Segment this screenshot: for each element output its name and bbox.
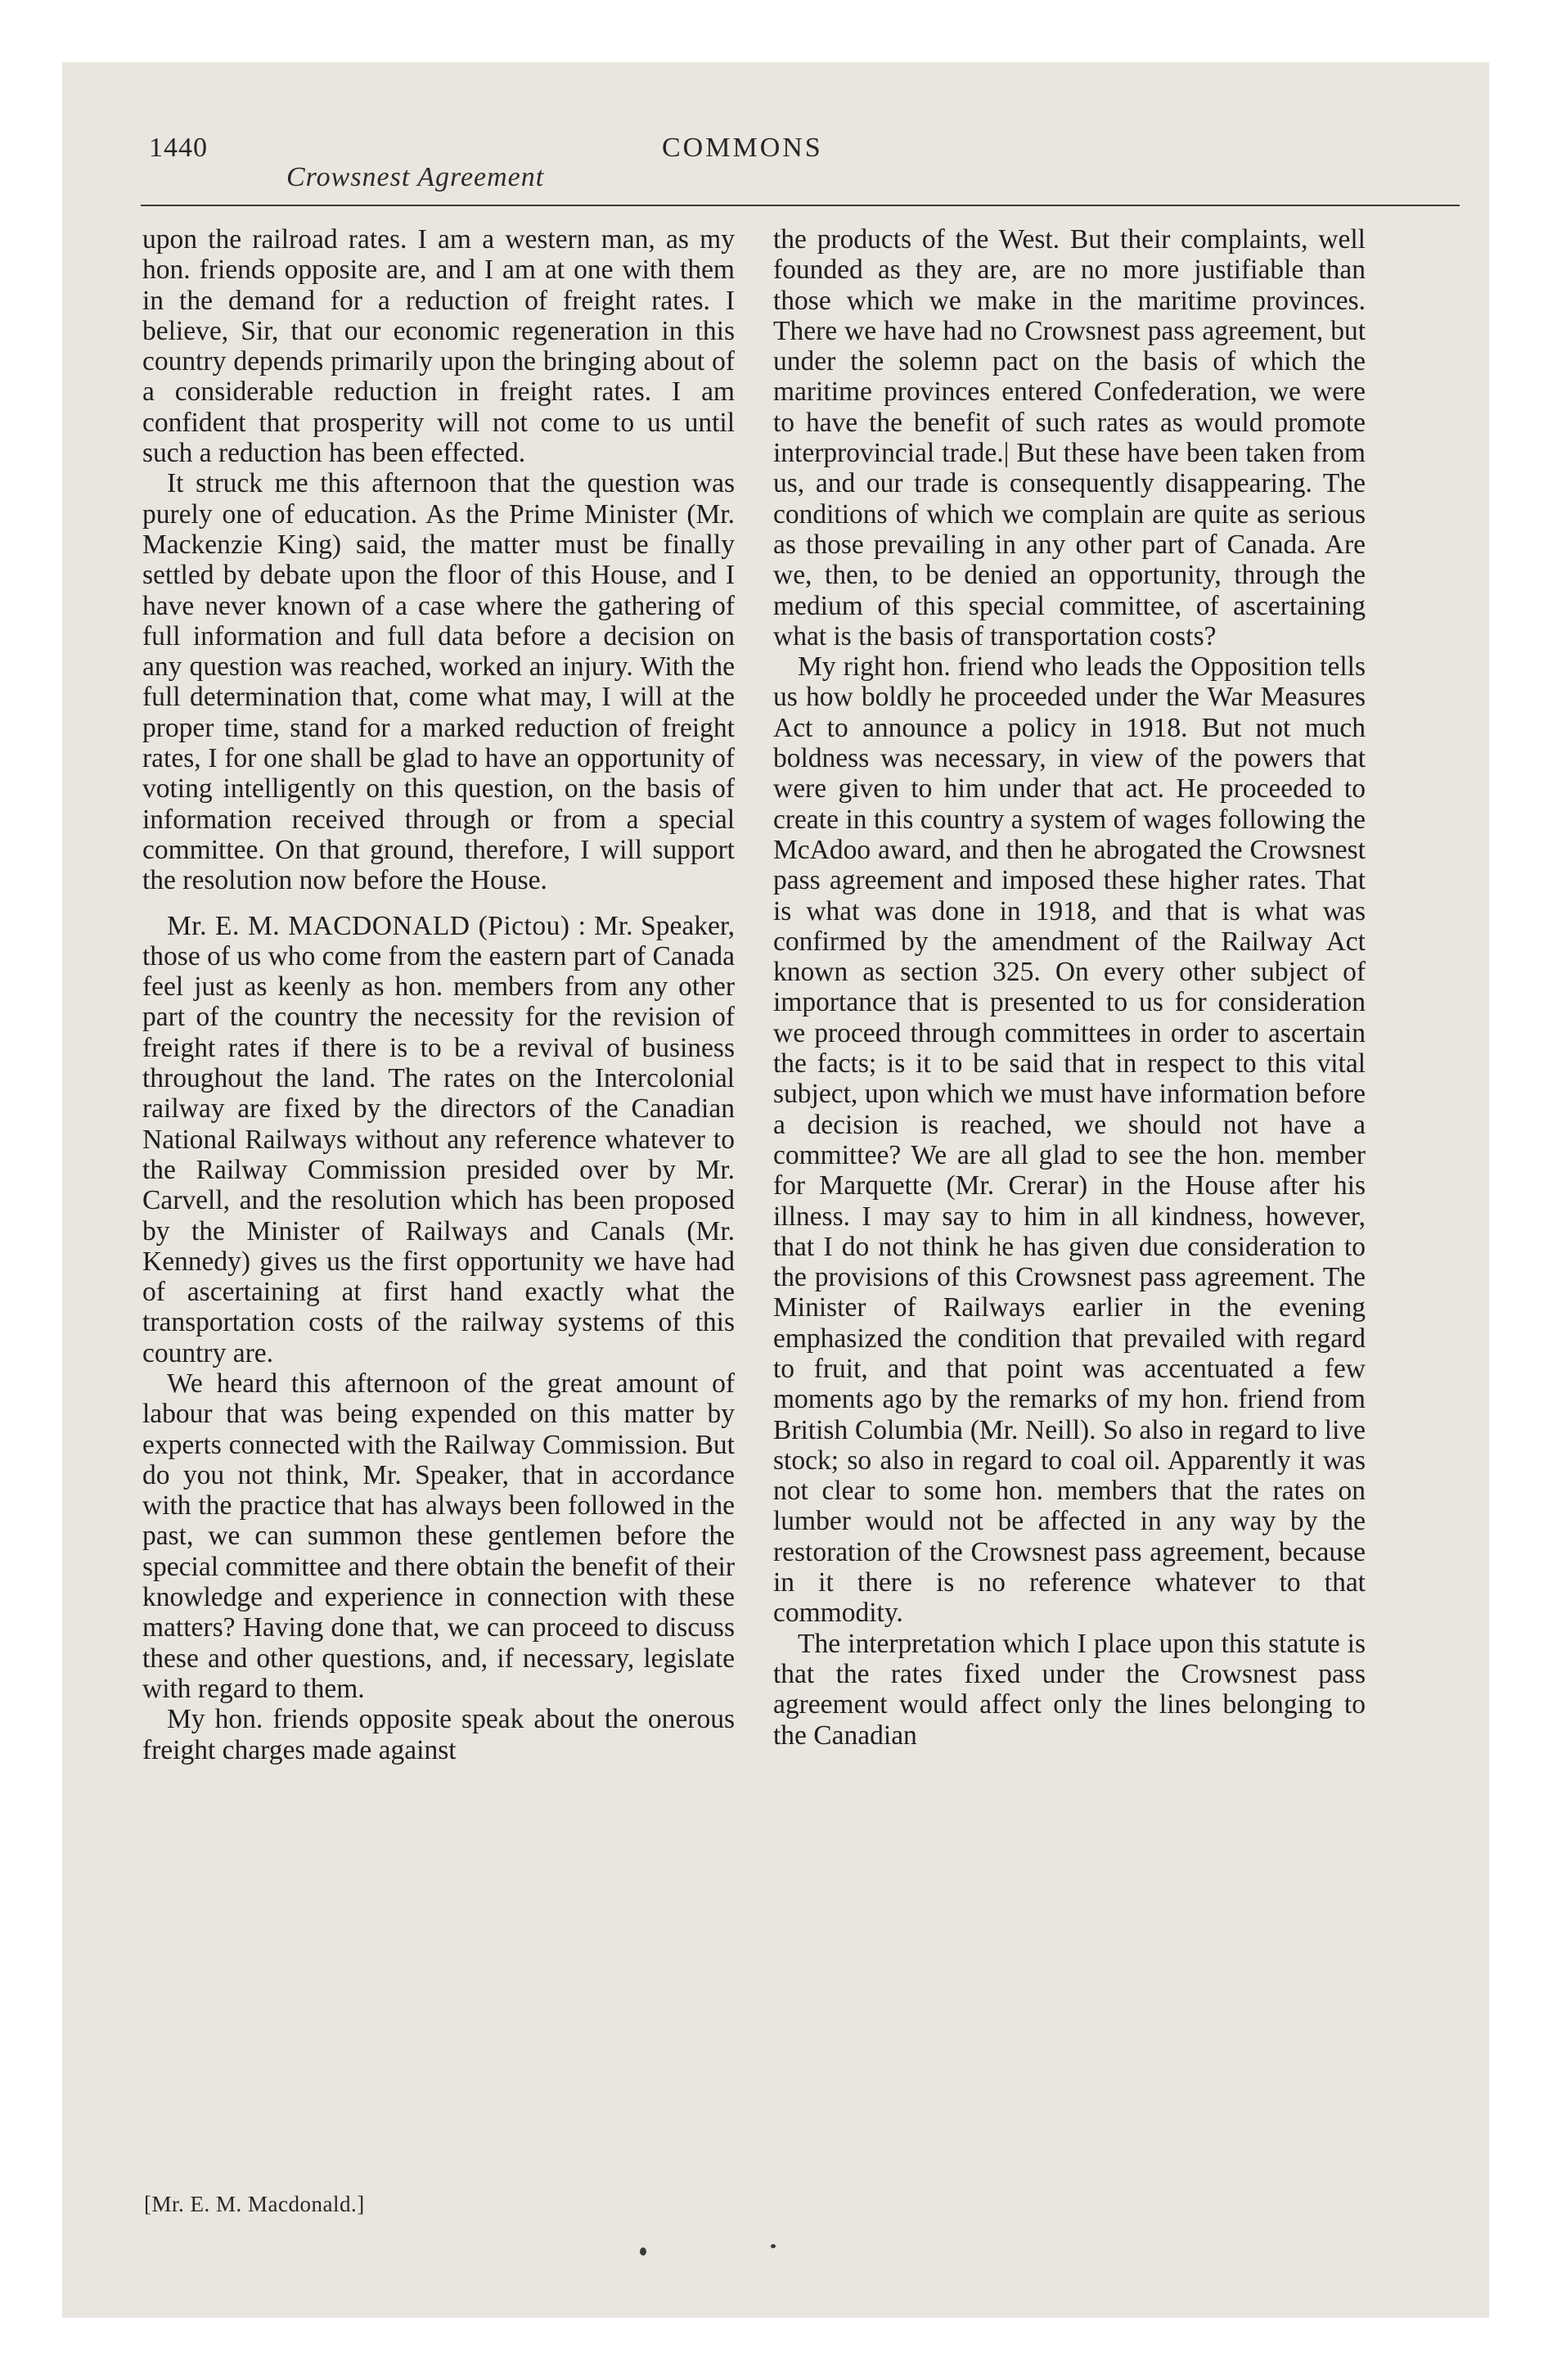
header-rule	[141, 205, 1460, 206]
paragraph: It struck me this afternoon that the question was purely one of education. As the Prime Minister (Mr. Mackenzie King) said, the matter must be finally settled by debate upon the floor of this House, and I have never known of a case where the gathering of full information and full data before a decision on any question was reached, worked an injury. With the full determination that, come what may, I will at the proper time, stand for a marked reduction of freight rates, I for one shall be glad to have an opportunity of voting intelligently on this question, on the basis of information received through or from a special committee. On that ground, therefore, I will support the resolution now before the House.	[142, 468, 735, 896]
document-page	[62, 62, 1489, 2318]
chamber-title: COMMONS	[662, 133, 823, 163]
speaker-text: Mr. Speaker, those of us who come from the eastern part of Canada feel just as keenly as hon. members from any other part of the country the necessity for the revision of freight rates if there is to be a revival of business throughout the land. The rates on the Intercolonial railway are fixed by the directors of the Canadian National Railways without any reference whatever to the Railway Commission presided over by Mr. Carvell, and the resolution which has been proposed by the Minister of Railways and Canals (Mr. Kennedy) gives us the first opportunity we have had of ascertaining at first hand exactly what the transportation costs of the railway systems of this country are.	[142, 910, 735, 1368]
paragraph: My hon. friends opposite speak about the onerous freight charges made against	[142, 1704, 735, 1765]
page-header	[62, 62, 1489, 226]
right-column	[773, 224, 1366, 2205]
paragraph: the products of the West. But their complaints, well founded as they are, are no more justifiable than those which we make in the maritime provinces. There we have had no Crowsnest pass agreement, but under the solemn pact on the basis of which the maritime provinces entered Confederation, we were to have the benefit of such rates as would promote interprovincial trade.| But these have been taken from us, and our trade is consequently disappearing. The conditions of which we complain are quite as serious as those prevailing in any other part of Canada. Are we, then, to be denied an opportunity, through the medium of this special committee, of ascertaining what is the basis of transportation costs?	[773, 224, 1366, 651]
paragraph: We heard this afternoon of the great amount of labour that was being expended on this matter by experts connected with the Railway Commission. But do you not think, Mr. Speaker, that in accordance with the practice that has always been followed in the past, we can summon these gentlemen before the special committee and there obtain the benefit of their knowledge and experience in connection with these matters? Having done that, we can proceed to discuss these and other questions, and, if necessary, legislate with regard to them.	[142, 1368, 735, 1704]
ink-speck	[640, 2247, 646, 2256]
paragraph: My right hon. friend who leads the Opposition tells us how boldly he proceeded under the War Measures Act to announce a policy in 1918. But not much boldness was necessary, in view of the powers that were given to him under that act. He proceeded to create in this country a system of wages following the McAdoo award, and then he abrogated the Crowsnest pass agreement and imposed these higher rates. That is what was done in 1918, and that is what was confirmed by the amendment of the Railway Act known as section 325. On every other subject of importance that is presented to us for consideration we proceed through committees in order to ascertain the facts; is it to be said that in respect to this vital subject, upon which we must have information before a decision is reached, we should not have a committee? We are all glad to see the hon. member for Marquette (Mr. Crerar) in the House after his illness. I may say to him in all kindness, however, that I do not think he has given due consideration to the provisions of this Crowsnest pass agreement. The Minister of Railways earlier in the evening emphasized the condition that prevailed with regard to fruit, and that point was accentuated a few moments ago by the remarks of my hon. friend from British Columbia (Mr. Neill). So also in regard to live stock; so also in regard to coal oil. Apparently it was not clear to some hon. members that the rates on lumber would not be affected in any way by the restoration of the Crowsnest pass agreement, because in it there is no reference whatever to that commodity.	[773, 651, 1366, 1629]
speaker-name: Mr. E. M. MACDONALD (Pictou) :	[167, 910, 587, 941]
speaker-paragraph	[142, 911, 735, 1368]
left-column	[142, 224, 735, 2205]
ink-speck	[771, 2244, 776, 2248]
page-number: 1440	[149, 133, 208, 163]
speaker-attribution: [Mr. E. M. Macdonald.]	[144, 2192, 365, 2216]
running-title: Crowsnest Agreement	[286, 162, 545, 192]
paragraph: The interpretation which I place upon this statute is that the rates fixed under the Crowsnest pass agreement would affect only the lines belonging to the Canadian	[773, 1628, 1366, 1751]
paragraph: upon the railroad rates. I am a western man, as my hon. friends opposite are, and I am at one with them in the demand for a reduction of freight rates. I believe, Sir, that our economic regeneration in this country depends primarily upon the bringing about of a considerable reduction in freight rates. I am confident that prosperity will not come to us until such a reduction has been effected.	[142, 224, 735, 469]
